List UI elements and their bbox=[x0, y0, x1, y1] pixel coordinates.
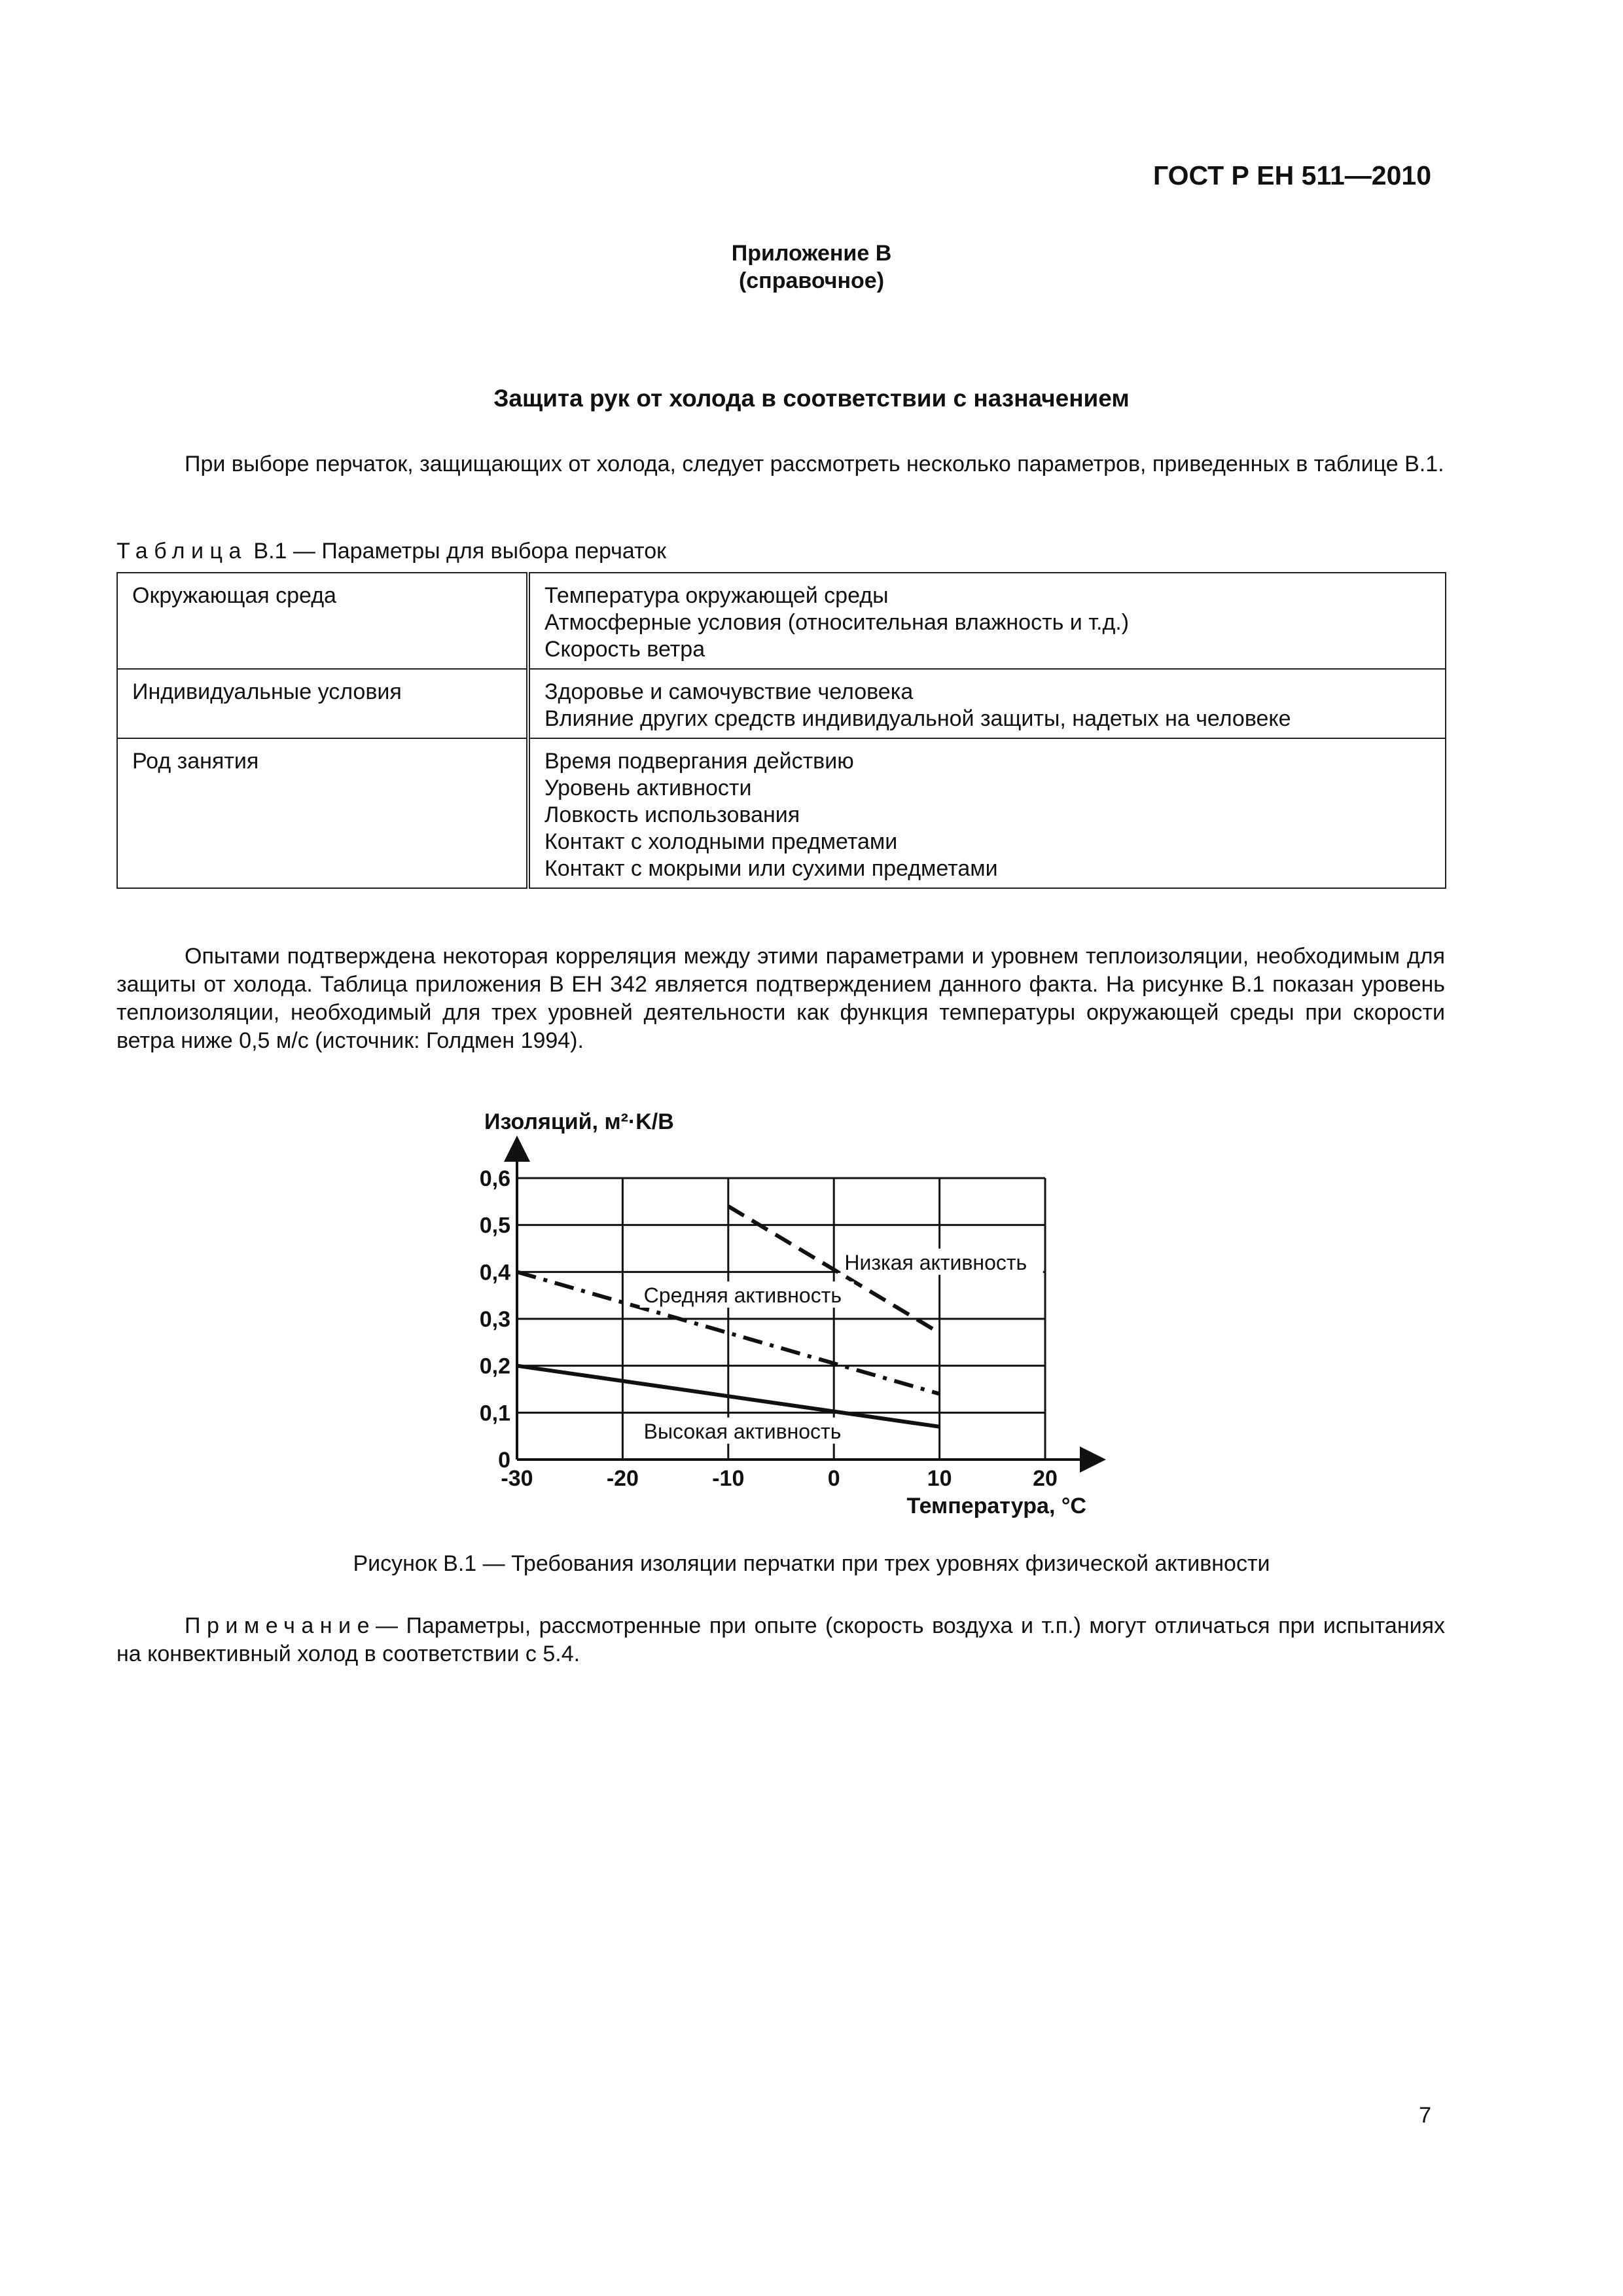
y-axis-label: Изоляций, м²·K/B bbox=[484, 1109, 674, 1134]
standard-code: ГОСТ Р ЕН 511—2010 bbox=[1152, 160, 1431, 190]
intro-paragraph: При выборе перчаток, защищающих от холода, следует рассмотреть несколько параметров, приведенных в таблице B.1. bbox=[185, 452, 1444, 476]
x-tick-label: 10 bbox=[927, 1466, 952, 1491]
section-title: Защита рук от холода в соответствии с назначением bbox=[493, 385, 1130, 412]
table-cell-items bbox=[528, 738, 1446, 888]
annex-subtitle: (справочное) bbox=[738, 268, 885, 293]
table-item: Здоровье и самочувствие человека bbox=[544, 679, 914, 704]
x-tick-label: 20 bbox=[1033, 1466, 1058, 1491]
y-tick-label: 0,2 bbox=[479, 1354, 510, 1379]
table-item: Уровень активности bbox=[544, 776, 752, 800]
y-tick-label: 0,1 bbox=[479, 1401, 510, 1426]
x-axis-label: Температура, °C bbox=[906, 1494, 1086, 1518]
table-item: Скорость ветра bbox=[544, 637, 705, 662]
annex-title: Приложение B bbox=[731, 241, 892, 266]
table-item: Температура окружающей среды bbox=[544, 583, 889, 608]
table-item: Атмосферные условия (относительная влажность и т.д.) bbox=[544, 610, 1130, 635]
table-cell-items bbox=[528, 669, 1446, 738]
parameters-table bbox=[116, 572, 1446, 889]
table-caption bbox=[116, 539, 666, 564]
table-cell-items bbox=[528, 573, 1446, 669]
table-row bbox=[117, 669, 1446, 738]
table-row bbox=[117, 738, 1446, 888]
series-label: Средняя активность bbox=[643, 1283, 842, 1307]
x-tick-label: 0 bbox=[827, 1466, 840, 1491]
table-cell-category: Окружающая среда bbox=[117, 573, 528, 669]
body-paragraph: Опытами подтверждена некоторая корреляция между этими параметрами и уровнем теплоизоляции, необходимым для защиты от холода. Таблица приложения B ЕН 342 является подтверждением данного факта. На рисунке B.1 показан уровень теплоизоляции, необходимый для трех уровней деятельности как функция температуры окружающей среды при скорости ветра ниже 0,5 м/с (источник: Голдмен 1994). bbox=[116, 944, 1445, 1053]
note-label: Примечание bbox=[185, 1613, 376, 1638]
insulation-chart bbox=[452, 1100, 1106, 1525]
series-label: Высокая активность bbox=[643, 1419, 842, 1443]
x-tick-label: -30 bbox=[501, 1466, 533, 1491]
table-row bbox=[117, 573, 1446, 669]
table-caption-word: Таблица bbox=[116, 539, 247, 564]
x-tick-label: -20 bbox=[606, 1466, 639, 1491]
y-tick-label: 0 bbox=[498, 1448, 510, 1473]
table-caption-text: B.1 — Параметры для выбора перчаток bbox=[253, 539, 667, 564]
note-text: — Параметры, рассмотренные при опыте (скорость воздуха и т.п.) могут отличаться при испытаниях на конвективный холод в соответствии с 5.4. bbox=[116, 1613, 1445, 1666]
page-number: 7 bbox=[1419, 2103, 1431, 2128]
y-tick-label: 0,5 bbox=[479, 1213, 510, 1238]
table-item: Время подвергания действию bbox=[544, 749, 854, 774]
table-item: Контакт с холодными предметами bbox=[544, 829, 898, 854]
x-tick-label: -10 bbox=[712, 1466, 745, 1491]
series-label: Низкая активность bbox=[844, 1250, 1027, 1274]
table-item: Ловкость использования bbox=[544, 802, 800, 827]
table-cell-category: Род занятия bbox=[117, 738, 528, 888]
y-tick-label: 0,3 bbox=[479, 1307, 510, 1332]
y-tick-label: 0,4 bbox=[479, 1260, 510, 1285]
y-tick-label: 0,6 bbox=[479, 1166, 510, 1191]
table-item: Контакт с мокрыми или сухими предметами bbox=[544, 856, 998, 881]
table-item: Влияние других средств индивидуальной защиты, надетых на человеке bbox=[544, 706, 1291, 731]
figure-caption: Рисунок B.1 — Требования изоляции перчатки при трех уровнях физической активности bbox=[353, 1551, 1270, 1576]
table-cell-category: Индивидуальные условия bbox=[117, 669, 528, 738]
note-paragraph bbox=[116, 1612, 1445, 1668]
